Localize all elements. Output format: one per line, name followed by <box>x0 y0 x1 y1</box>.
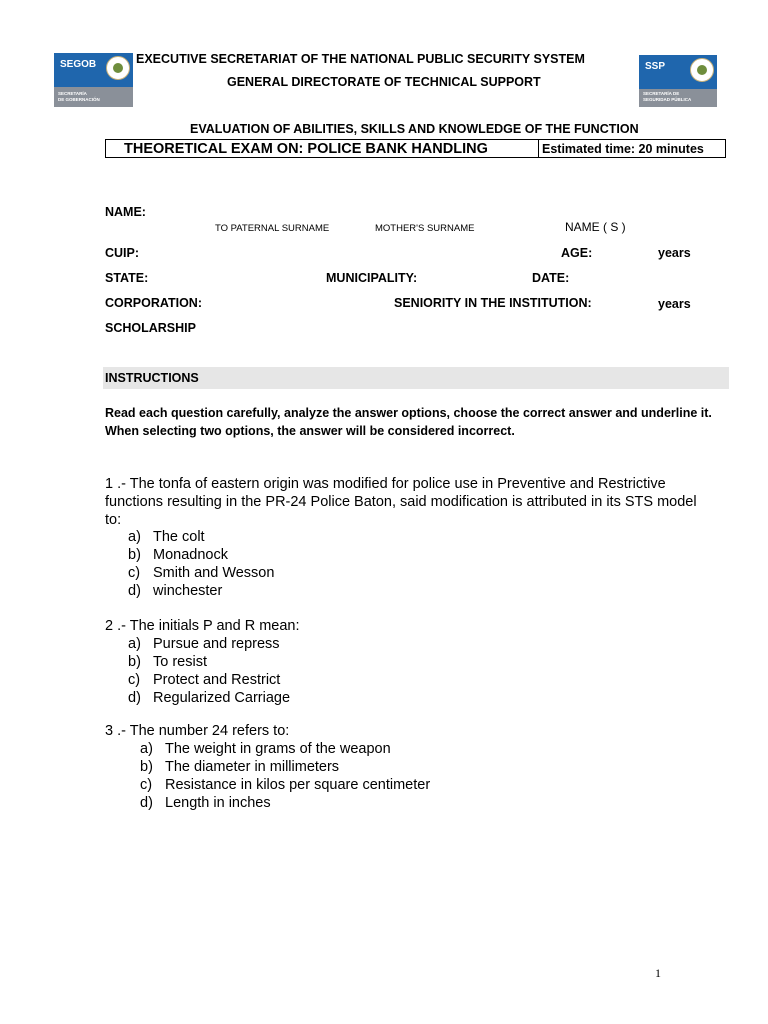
municipality-label: MUNICIPALITY: <box>326 271 418 285</box>
age-label: AGE: <box>561 246 593 260</box>
mexican-seal-icon <box>106 56 130 80</box>
option-3b[interactable]: b) The diameter in millimeters <box>140 759 340 775</box>
option-1d[interactable]: d) winchester <box>128 583 223 599</box>
age-years: years <box>658 246 691 260</box>
option-2c[interactable]: c) Protect and Restrict <box>128 672 281 688</box>
ssp-subtitle-2: SEGURIDAD PÚBLICA <box>643 97 692 102</box>
instructions-bar <box>103 367 729 389</box>
option-1c[interactable]: c) Smith and Wesson <box>128 565 275 581</box>
estimated-time: Estimated time: 20 minutes <box>542 142 704 156</box>
option-1a[interactable]: a) The colt <box>128 529 205 545</box>
date-label: DATE: <box>532 271 570 285</box>
exam-title: THEORETICAL EXAM ON: POLICE BANK HANDLING <box>124 141 488 157</box>
option-2b[interactable]: b) To resist <box>128 654 207 670</box>
option-1b[interactable]: b) Monadnock <box>128 547 228 563</box>
paternal-surname-label: TO PATERNAL SURNAME <box>215 223 330 234</box>
option-3d[interactable]: d) Length in inches <box>140 795 271 811</box>
name-label: NAME: <box>105 205 146 219</box>
cuip-label: CUIP: <box>105 246 140 260</box>
segob-logo <box>54 53 133 107</box>
maternal-surname-label: MOTHER'S SURNAME <box>375 223 475 234</box>
evaluation-title: EVALUATION OF ABILITIES, SKILLS AND KNOWLEDGE OF THE FUNCTION <box>190 122 639 136</box>
header-line-2: GENERAL DIRECTORATE OF TECHNICAL SUPPORT <box>227 75 541 89</box>
ssp-logo <box>639 55 717 107</box>
option-3a[interactable]: a) The weight in grams of the weapon <box>140 741 391 757</box>
names-label: NAME ( S ) <box>565 220 626 234</box>
ssp-acronym: SSP <box>645 61 666 72</box>
question-1-line-1: 1 .- The tonfa of eastern origin was modified for police use in Preventive and Restrictive <box>105 476 666 492</box>
seniority-label: SENIORITY IN THE INSTITUTION: <box>394 296 592 310</box>
state-label: STATE: <box>105 271 149 285</box>
segob-subtitle-1: SECRETARÍA <box>58 91 87 96</box>
question-1-line-3: to: <box>105 512 122 528</box>
mexican-seal-icon <box>690 58 714 82</box>
question-1-line-2: functions resulting in the PR-24 Police Baton, said modification is attributed in its STS model <box>105 494 697 510</box>
exam-title-box <box>105 139 726 158</box>
instructions-line-2: When selecting two options, the answer will be considered incorrect. <box>105 424 515 438</box>
question-1-options <box>128 528 274 600</box>
question-1 <box>105 475 730 529</box>
option-2a[interactable]: a) Pursue and repress <box>128 636 280 652</box>
question-2-options <box>128 635 290 707</box>
instructions-heading: INSTRUCTIONS <box>105 371 199 385</box>
corporation-label: CORPORATION: <box>105 296 202 310</box>
instructions-line-1: Read each question carefully, analyze the answer options, choose the correct answer and underline it. <box>105 406 712 420</box>
page-number: 1 <box>655 966 661 980</box>
question-2: 2 .- The initials P and R mean: <box>105 618 300 634</box>
segob-acronym: SEGOB <box>60 59 97 70</box>
ssp-subtitle-1: SECRETARÍA DE <box>643 91 680 96</box>
seniority-years: years <box>658 297 691 311</box>
header-line-1: EXECUTIVE SECRETARIAT OF THE NATIONAL PUBLIC SECURITY SYSTEM <box>136 52 585 66</box>
question-3: 3 .- The number 24 refers to: <box>105 723 290 739</box>
question-3-options <box>140 740 430 812</box>
title-divider <box>538 140 539 157</box>
scholarship-label: SCHOLARSHIP <box>105 321 196 335</box>
option-2d[interactable]: d) Regularized Carriage <box>128 690 291 706</box>
option-3c[interactable]: c) Resistance in kilos per square centimeter <box>140 777 431 793</box>
segob-subtitle-2: DE GOBERNACIÓN <box>58 97 100 102</box>
